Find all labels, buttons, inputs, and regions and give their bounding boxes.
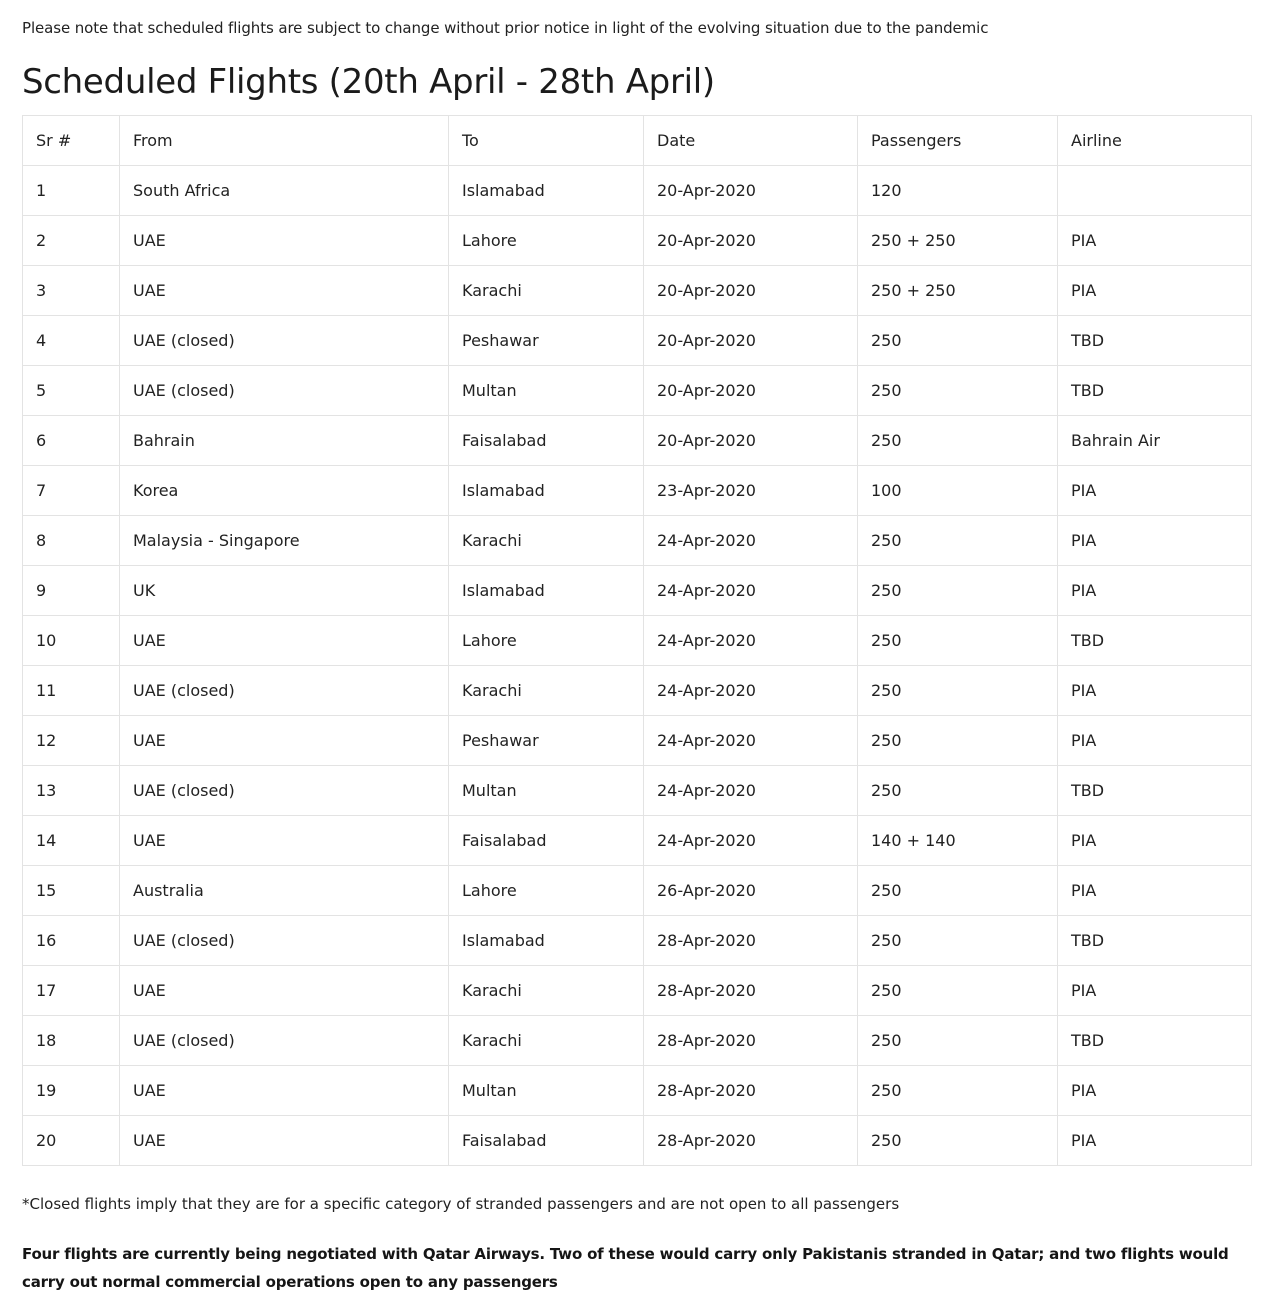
cell-to: Islamabad xyxy=(449,566,644,616)
cell-to: Peshawar xyxy=(449,716,644,766)
cell-sr: 13 xyxy=(23,766,120,816)
cell-sr: 9 xyxy=(23,566,120,616)
cell-date: 26-Apr-2020 xyxy=(644,866,858,916)
cell-airline: PIA xyxy=(1058,966,1252,1016)
table-row xyxy=(23,266,1252,316)
cell-sr: 4 xyxy=(23,316,120,366)
cell-from: UAE (closed) xyxy=(120,916,449,966)
cell-sr: 1 xyxy=(23,166,120,216)
cell-to: Lahore xyxy=(449,216,644,266)
cell-airline: PIA xyxy=(1058,1116,1252,1166)
cell-date: 28-Apr-2020 xyxy=(644,1066,858,1116)
cell-to: Lahore xyxy=(449,616,644,666)
cell-date: 20-Apr-2020 xyxy=(644,166,858,216)
table-row xyxy=(23,516,1252,566)
cell-from: UAE xyxy=(120,616,449,666)
cell-from: UAE (closed) xyxy=(120,666,449,716)
cell-sr: 12 xyxy=(23,716,120,766)
cell-from: UAE xyxy=(120,966,449,1016)
cell-from: UAE (closed) xyxy=(120,766,449,816)
table-row xyxy=(23,766,1252,816)
cell-date: 20-Apr-2020 xyxy=(644,316,858,366)
cell-passengers: 250 xyxy=(858,416,1058,466)
cell-to: Karachi xyxy=(449,266,644,316)
cell-sr: 11 xyxy=(23,666,120,716)
cell-date: 20-Apr-2020 xyxy=(644,416,858,466)
cell-airline: PIA xyxy=(1058,466,1252,516)
cell-to: Faisalabad xyxy=(449,416,644,466)
cell-sr: 6 xyxy=(23,416,120,466)
cell-passengers: 250 xyxy=(858,316,1058,366)
closed-flights-footnote: *Closed flights imply that they are for a specific category of stranded passengers and are not open to all passengers xyxy=(22,1195,900,1213)
cell-from: UAE xyxy=(120,216,449,266)
cell-passengers: 100 xyxy=(858,466,1058,516)
cell-sr: 16 xyxy=(23,916,120,966)
cell-sr: 2 xyxy=(23,216,120,266)
cell-airline: TBD xyxy=(1058,1016,1252,1066)
cell-date: 28-Apr-2020 xyxy=(644,1016,858,1066)
cell-from: UAE (closed) xyxy=(120,1016,449,1066)
cell-from: UAE xyxy=(120,816,449,866)
cell-passengers: 250 + 250 xyxy=(858,266,1058,316)
cell-sr: 7 xyxy=(23,466,120,516)
cell-date: 24-Apr-2020 xyxy=(644,816,858,866)
table-row xyxy=(23,466,1252,516)
table-row xyxy=(23,1016,1252,1066)
cell-passengers: 250 xyxy=(858,1116,1058,1166)
cell-to: Karachi xyxy=(449,966,644,1016)
cell-airline: PIA xyxy=(1058,566,1252,616)
cell-sr: 8 xyxy=(23,516,120,566)
table-row xyxy=(23,716,1252,766)
cell-date: 28-Apr-2020 xyxy=(644,916,858,966)
table-row xyxy=(23,316,1252,366)
cell-passengers: 250 xyxy=(858,1016,1058,1066)
table-row xyxy=(23,916,1252,966)
cell-sr: 10 xyxy=(23,616,120,666)
cell-to: Karachi xyxy=(449,666,644,716)
negotiation-note: Four flights are currently being negotiated with Qatar Airways. Two of these would carry only Pakistanis stranded in Qatar; and two flights would carry out normal commercial operations open to any passengers xyxy=(22,1245,1229,1291)
table-row xyxy=(23,666,1252,716)
cell-from: UAE xyxy=(120,716,449,766)
cell-date: 20-Apr-2020 xyxy=(644,266,858,316)
cell-date: 20-Apr-2020 xyxy=(644,216,858,266)
cell-date: 28-Apr-2020 xyxy=(644,966,858,1016)
cell-from: UAE xyxy=(120,266,449,316)
cell-airline: PIA xyxy=(1058,1066,1252,1116)
cell-airline: PIA xyxy=(1058,266,1252,316)
table-row xyxy=(23,1116,1252,1166)
cell-sr: 3 xyxy=(23,266,120,316)
table-row xyxy=(23,566,1252,616)
cell-to: Multan xyxy=(449,766,644,816)
cell-from: Korea xyxy=(120,466,449,516)
cell-passengers: 250 xyxy=(858,1066,1058,1116)
header-sr: Sr # xyxy=(23,116,120,166)
cell-airline: PIA xyxy=(1058,866,1252,916)
table-row xyxy=(23,166,1252,216)
cell-date: 24-Apr-2020 xyxy=(644,516,858,566)
cell-to: Islamabad xyxy=(449,466,644,516)
cell-from: Bahrain xyxy=(120,416,449,466)
table-row xyxy=(23,616,1252,666)
cell-date: 24-Apr-2020 xyxy=(644,616,858,666)
cell-from: South Africa xyxy=(120,166,449,216)
cell-from: UAE xyxy=(120,1116,449,1166)
cell-date: 24-Apr-2020 xyxy=(644,716,858,766)
cell-passengers: 250 xyxy=(858,966,1058,1016)
cell-date: 24-Apr-2020 xyxy=(644,666,858,716)
cell-sr: 17 xyxy=(23,966,120,1016)
cell-date: 23-Apr-2020 xyxy=(644,466,858,516)
cell-to: Islamabad xyxy=(449,916,644,966)
table-row xyxy=(23,216,1252,266)
table-row xyxy=(23,866,1252,916)
cell-to: Karachi xyxy=(449,516,644,566)
cell-airline xyxy=(1058,166,1252,216)
table-row xyxy=(23,966,1252,1016)
cell-to: Islamabad xyxy=(449,166,644,216)
cell-airline: TBD xyxy=(1058,916,1252,966)
table-header-row xyxy=(23,116,1252,166)
cell-passengers: 120 xyxy=(858,166,1058,216)
cell-to: Karachi xyxy=(449,1016,644,1066)
cell-airline: TBD xyxy=(1058,366,1252,416)
header-from: From xyxy=(120,116,449,166)
cell-sr: 19 xyxy=(23,1066,120,1116)
cell-airline: TBD xyxy=(1058,616,1252,666)
cell-passengers: 250 xyxy=(858,766,1058,816)
cell-passengers: 250 xyxy=(858,716,1058,766)
cell-airline: PIA xyxy=(1058,516,1252,566)
flights-table xyxy=(22,115,1252,1166)
cell-sr: 5 xyxy=(23,366,120,416)
header-date: Date xyxy=(644,116,858,166)
cell-date: 24-Apr-2020 xyxy=(644,566,858,616)
notice-text: Please note that scheduled flights are subject to change without prior notice in light of the evolving situation due to the pandemic xyxy=(22,19,989,37)
table-row xyxy=(23,1066,1252,1116)
cell-airline: TBD xyxy=(1058,316,1252,366)
cell-date: 28-Apr-2020 xyxy=(644,1116,858,1166)
cell-passengers: 140 + 140 xyxy=(858,816,1058,866)
cell-to: Faisalabad xyxy=(449,816,644,866)
header-airline: Airline xyxy=(1058,116,1252,166)
cell-date: 24-Apr-2020 xyxy=(644,766,858,816)
table-row xyxy=(23,416,1252,466)
cell-passengers: 250 xyxy=(858,516,1058,566)
cell-passengers: 250 xyxy=(858,366,1058,416)
cell-airline: TBD xyxy=(1058,766,1252,816)
cell-passengers: 250 xyxy=(858,916,1058,966)
cell-to: Faisalabad xyxy=(449,1116,644,1166)
cell-sr: 18 xyxy=(23,1016,120,1066)
cell-passengers: 250 xyxy=(858,866,1058,916)
table-row xyxy=(23,816,1252,866)
cell-airline: PIA xyxy=(1058,716,1252,766)
cell-passengers: 250 + 250 xyxy=(858,216,1058,266)
cell-to: Multan xyxy=(449,1066,644,1116)
cell-from: UAE xyxy=(120,1066,449,1116)
cell-passengers: 250 xyxy=(858,616,1058,666)
cell-airline: PIA xyxy=(1058,816,1252,866)
header-passengers: Passengers xyxy=(858,116,1058,166)
cell-to: Multan xyxy=(449,366,644,416)
cell-date: 20-Apr-2020 xyxy=(644,366,858,416)
cell-sr: 15 xyxy=(23,866,120,916)
cell-to: Peshawar xyxy=(449,316,644,366)
cell-from: Malaysia - Singapore xyxy=(120,516,449,566)
cell-passengers: 250 xyxy=(858,566,1058,616)
cell-from: UAE (closed) xyxy=(120,316,449,366)
cell-airline: PIA xyxy=(1058,666,1252,716)
cell-sr: 20 xyxy=(23,1116,120,1166)
page-title: Scheduled Flights (20th April - 28th April) xyxy=(22,62,715,102)
cell-to: Lahore xyxy=(449,866,644,916)
cell-from: Australia xyxy=(120,866,449,916)
cell-passengers: 250 xyxy=(858,666,1058,716)
table-row xyxy=(23,366,1252,416)
table-body xyxy=(23,166,1252,1166)
cell-sr: 14 xyxy=(23,816,120,866)
cell-from: UAE (closed) xyxy=(120,366,449,416)
cell-airline: PIA xyxy=(1058,216,1252,266)
header-to: To xyxy=(449,116,644,166)
cell-airline: Bahrain Air xyxy=(1058,416,1252,466)
cell-from: UK xyxy=(120,566,449,616)
